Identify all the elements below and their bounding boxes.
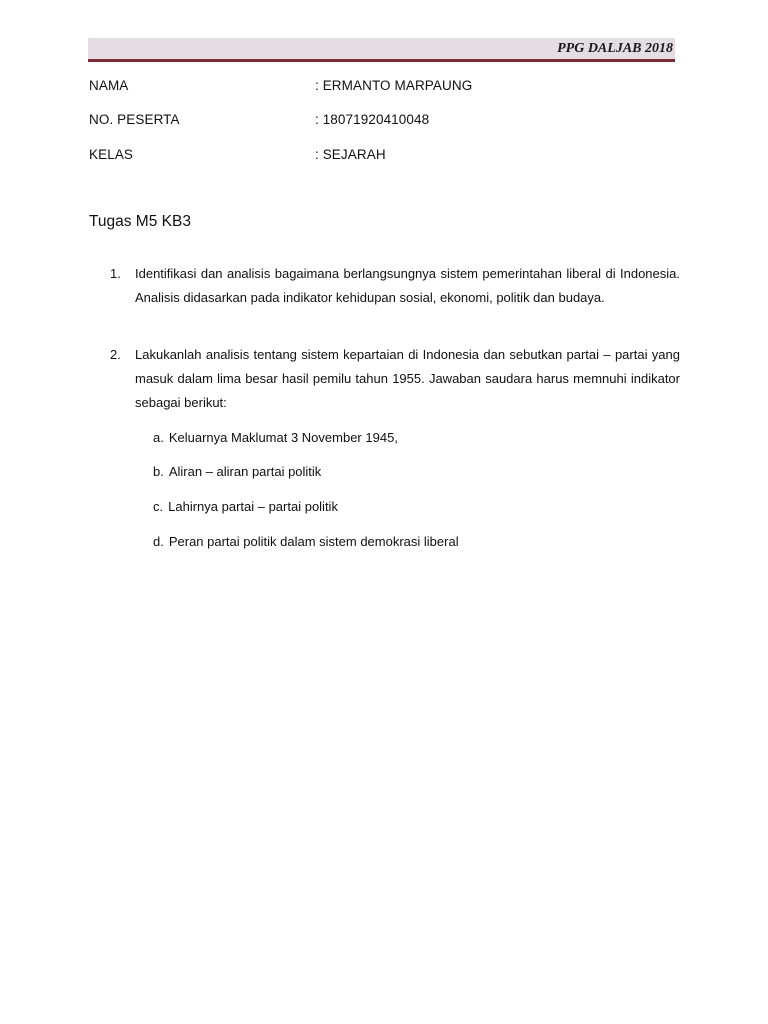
sub-item-letter: d. [153,534,164,549]
header-title: PPG DALJAB 2018 [557,41,673,56]
sub-item [153,534,459,549]
sub-item [153,464,321,479]
question-item [110,262,680,310]
sub-item [153,430,398,445]
question-text: Lakukanlah analisis tentang sistem kepartaian di Indonesia dan sebutkan partai – partai yang masuk dalam lima besar hasil pemilu tahun 1955. Jawaban saudara harus memnuhi indikator sebagai berikut: [135,347,680,410]
question-number: 2. [110,347,121,362]
sub-item-letter: c. [153,499,164,514]
header-rule [88,59,675,62]
identity-label: KELAS [89,147,134,162]
sub-item-letter: b. [153,464,164,479]
question-number: 1. [110,266,121,281]
question-item [110,343,680,415]
sub-item-text: Peran partai politik dalam sistem demokrasi liberal [168,534,459,549]
identity-value: : 18071920410048 [315,112,430,127]
identity-label: NAMA [89,78,129,93]
identity-value: : SEJARAH [315,147,386,162]
sub-item-text: Aliran – aliran partai politik [168,464,322,479]
question-text: Identifikasi dan analisis bagaimana berlangsungnya sistem pemerintahan liberal di Indonesia. Analisis didasarkan pada indikator kehidupan sosial, ekonomi, politik dan budaya. [135,266,680,305]
sub-item-text: Lahirnya partai – partai politik [168,499,338,514]
sub-item [153,499,338,514]
sub-item-text: Keluarnya Maklumat 3 November 1945, [168,430,398,445]
section-title: Tugas M5 KB3 [89,213,191,230]
identity-value: : ERMANTO MARPAUNG [315,78,473,93]
sub-item-letter: a. [153,430,164,445]
identity-label: NO. PESERTA [89,112,180,127]
